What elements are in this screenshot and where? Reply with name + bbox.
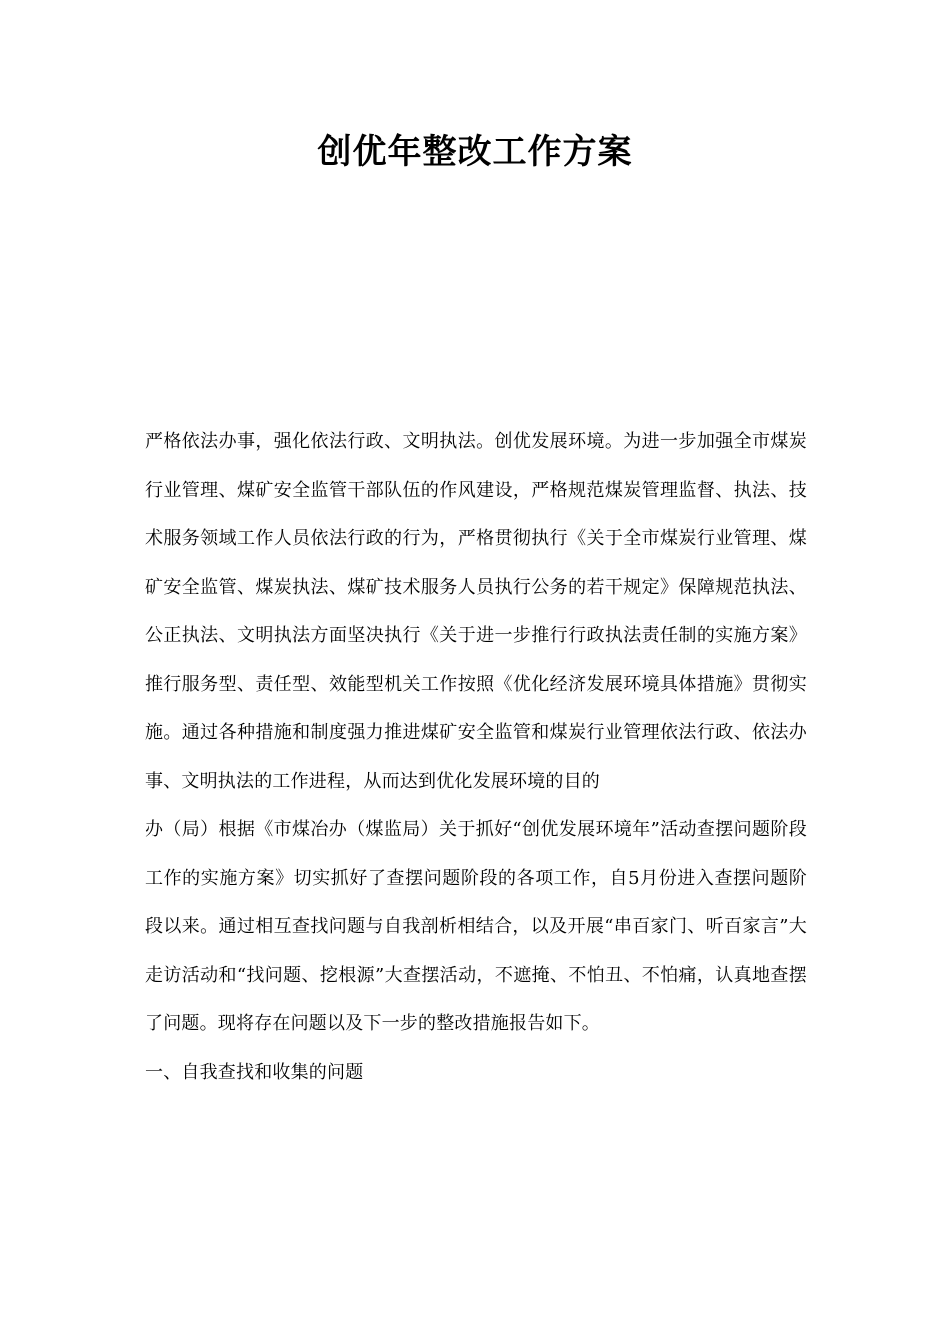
document-body — [145, 418, 807, 1097]
section-heading: 一、自我查找和收集的问题 — [145, 1061, 364, 1083]
document-title: 创优年整改工作方案 — [317, 132, 633, 172]
paragraph-intro: 严格依法办事，强化依法行政、文明执法。创优发展环境。为进一步加强全市煤炭行业管理、煤矿安全监管干部队伍的作风建设，严格规范煤炭管理监督、执法、技术服务领域工作人员依法行政的行为，严格贯彻执行《关于全市煤炭行业管理、煤矿安全监管、煤炭执法、煤矿技术服务人员执行公务的若干规定》保障规范执法、公正执法、文明执法方面坚决执行《关于进一步推行行政执法责任制的实施方案》推行服务型、责任型、效能型机关工作按照《优化经济发展环境具体措施》贯彻实施。通过各种措施和制度强力推进煤矿安全监管和煤炭行业管理依法行政、依法办事、文明执法的工作进程，从而达到优化发展环境的目的 — [145, 431, 807, 792]
paragraph-background: 办（局）根据《市煤冶办（煤监局）关于抓好“创优发展环境年”活动查摆问题阶段工作的实施方案》切实抓好了查摆问题阶段的各项工作，自5月份进入查摆问题阶段以来。通过相互查找问题与自我剖析相结合，以及开展“串百家门、听百家言”大走访活动和“找问题、挖根源”大查摆活动，不遮掩、不怕丑、不怕痛，认真地查摆了问题。现将存在问题以及下一步的整改措施报告如下。 — [145, 819, 807, 1034]
